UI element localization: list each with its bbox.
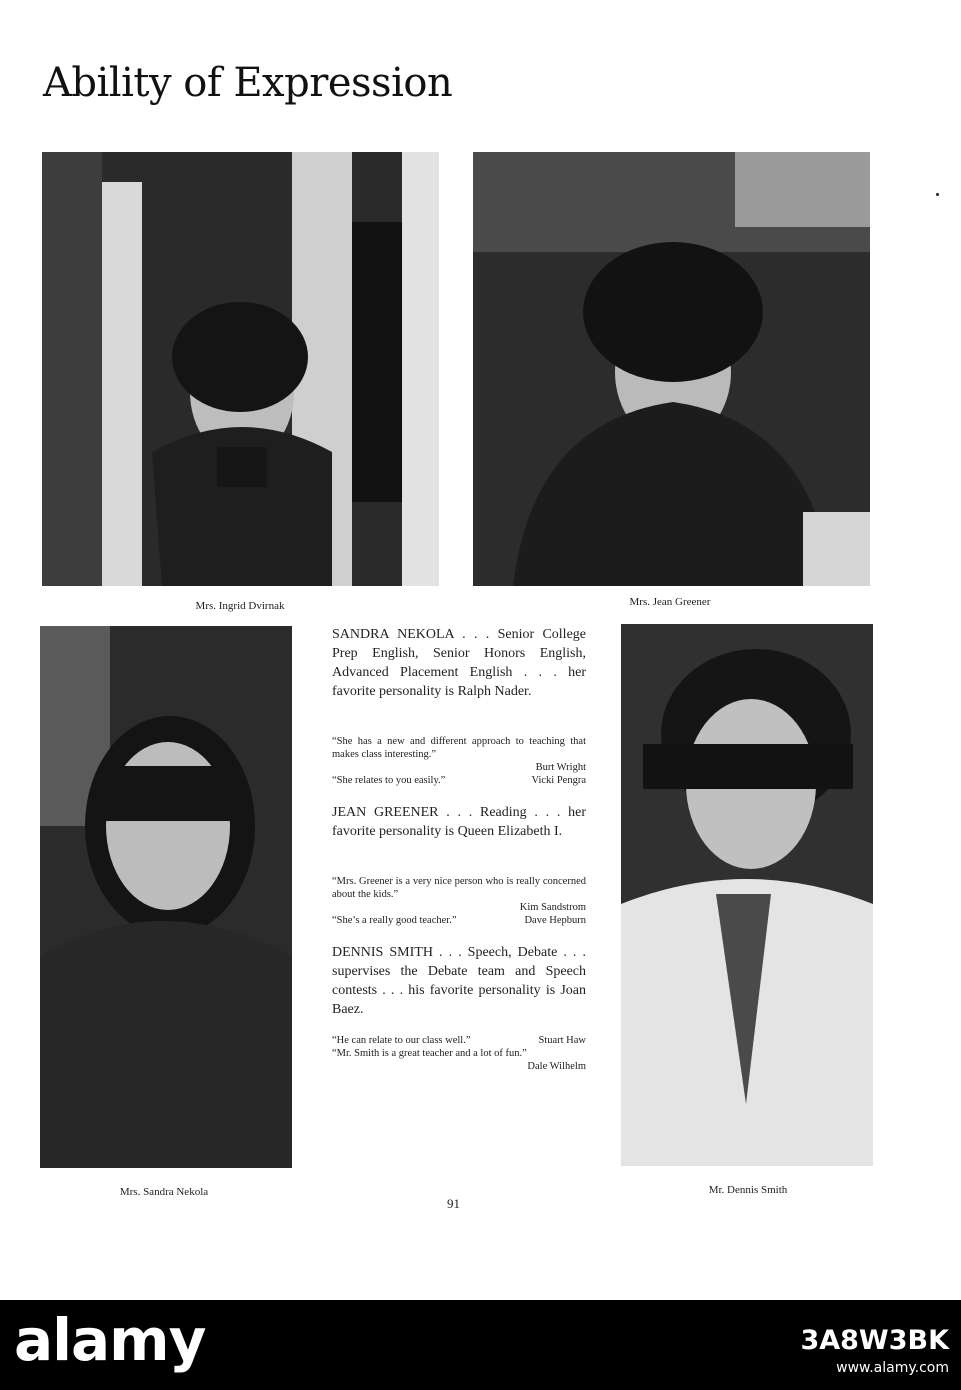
caption-jean-greener: Mrs. Jean Greener [629, 596, 711, 608]
quote-author: Burt Wright [535, 762, 586, 773]
portrait-image [42, 152, 439, 586]
quotes-jean-greener [332, 875, 586, 927]
quote: “He can relate to our class well.” [332, 1035, 471, 1046]
caption-ingrid-dvirnak: Mrs. Ingrid Dvirnak [195, 600, 285, 612]
page-title: Ability of Expression [43, 60, 453, 106]
quote-author: Kim Sandstrom [519, 902, 586, 913]
photo-dennis-smith [621, 624, 873, 1166]
quote: “Mr. Smith is a great teacher and a lot of fun.” [332, 1048, 527, 1059]
photo-jean-greener [473, 152, 870, 586]
quote: “Mrs. Greener is a very nice person who is really concerned about the kids.” [332, 876, 586, 900]
quote-author: Vicki Pengra [531, 775, 586, 786]
caption-dennis-smith: Mr. Dennis Smith [708, 1184, 788, 1196]
bio-jean-greener: JEAN GREENER . . . Reading . . . her favorite personality is Queen Elizabeth I. [332, 805, 586, 839]
bio-dennis-smith: DENNIS SMITH . . . Speech, Debate . . . supervises the Debate team and Speech contests . . . his favorite personality is Joan Baez. [332, 945, 586, 1017]
quote: “She’s a really good teacher.” [332, 915, 457, 926]
quotes-sandra-nekola [332, 735, 586, 787]
photo-ingrid-dvirnak [42, 152, 439, 586]
watermark-logo: alamy [14, 1306, 206, 1374]
quotes-dennis-smith [332, 1034, 586, 1073]
watermark-url: www.alamy.com [836, 1360, 949, 1376]
quote: “She has a new and different approach to teaching that makes class interesting.” [332, 736, 586, 760]
portrait-image [40, 626, 292, 1168]
bio-sandra-nekola: SANDRA NEKOLA . . . Senior College Prep English, Senior Honors English, Advanced Placement English . . . her favorite personality is Ralph Nader. [332, 627, 586, 699]
portrait-image [473, 152, 870, 586]
print-speck [936, 193, 939, 196]
watermark-image-id: 3A8W3BK [800, 1325, 949, 1356]
quote-author: Dave Hepburn [524, 915, 586, 926]
portrait-image [621, 624, 873, 1166]
quote-author: Stuart Haw [538, 1035, 586, 1046]
quote: “She relates to you easily.” [332, 775, 446, 786]
caption-sandra-nekola: Mrs. Sandra Nekola [119, 1186, 209, 1198]
page-number: 91 [447, 1196, 460, 1211]
quote-author: Dale Wilhelm [527, 1061, 586, 1072]
photo-sandra-nekola [40, 626, 292, 1168]
